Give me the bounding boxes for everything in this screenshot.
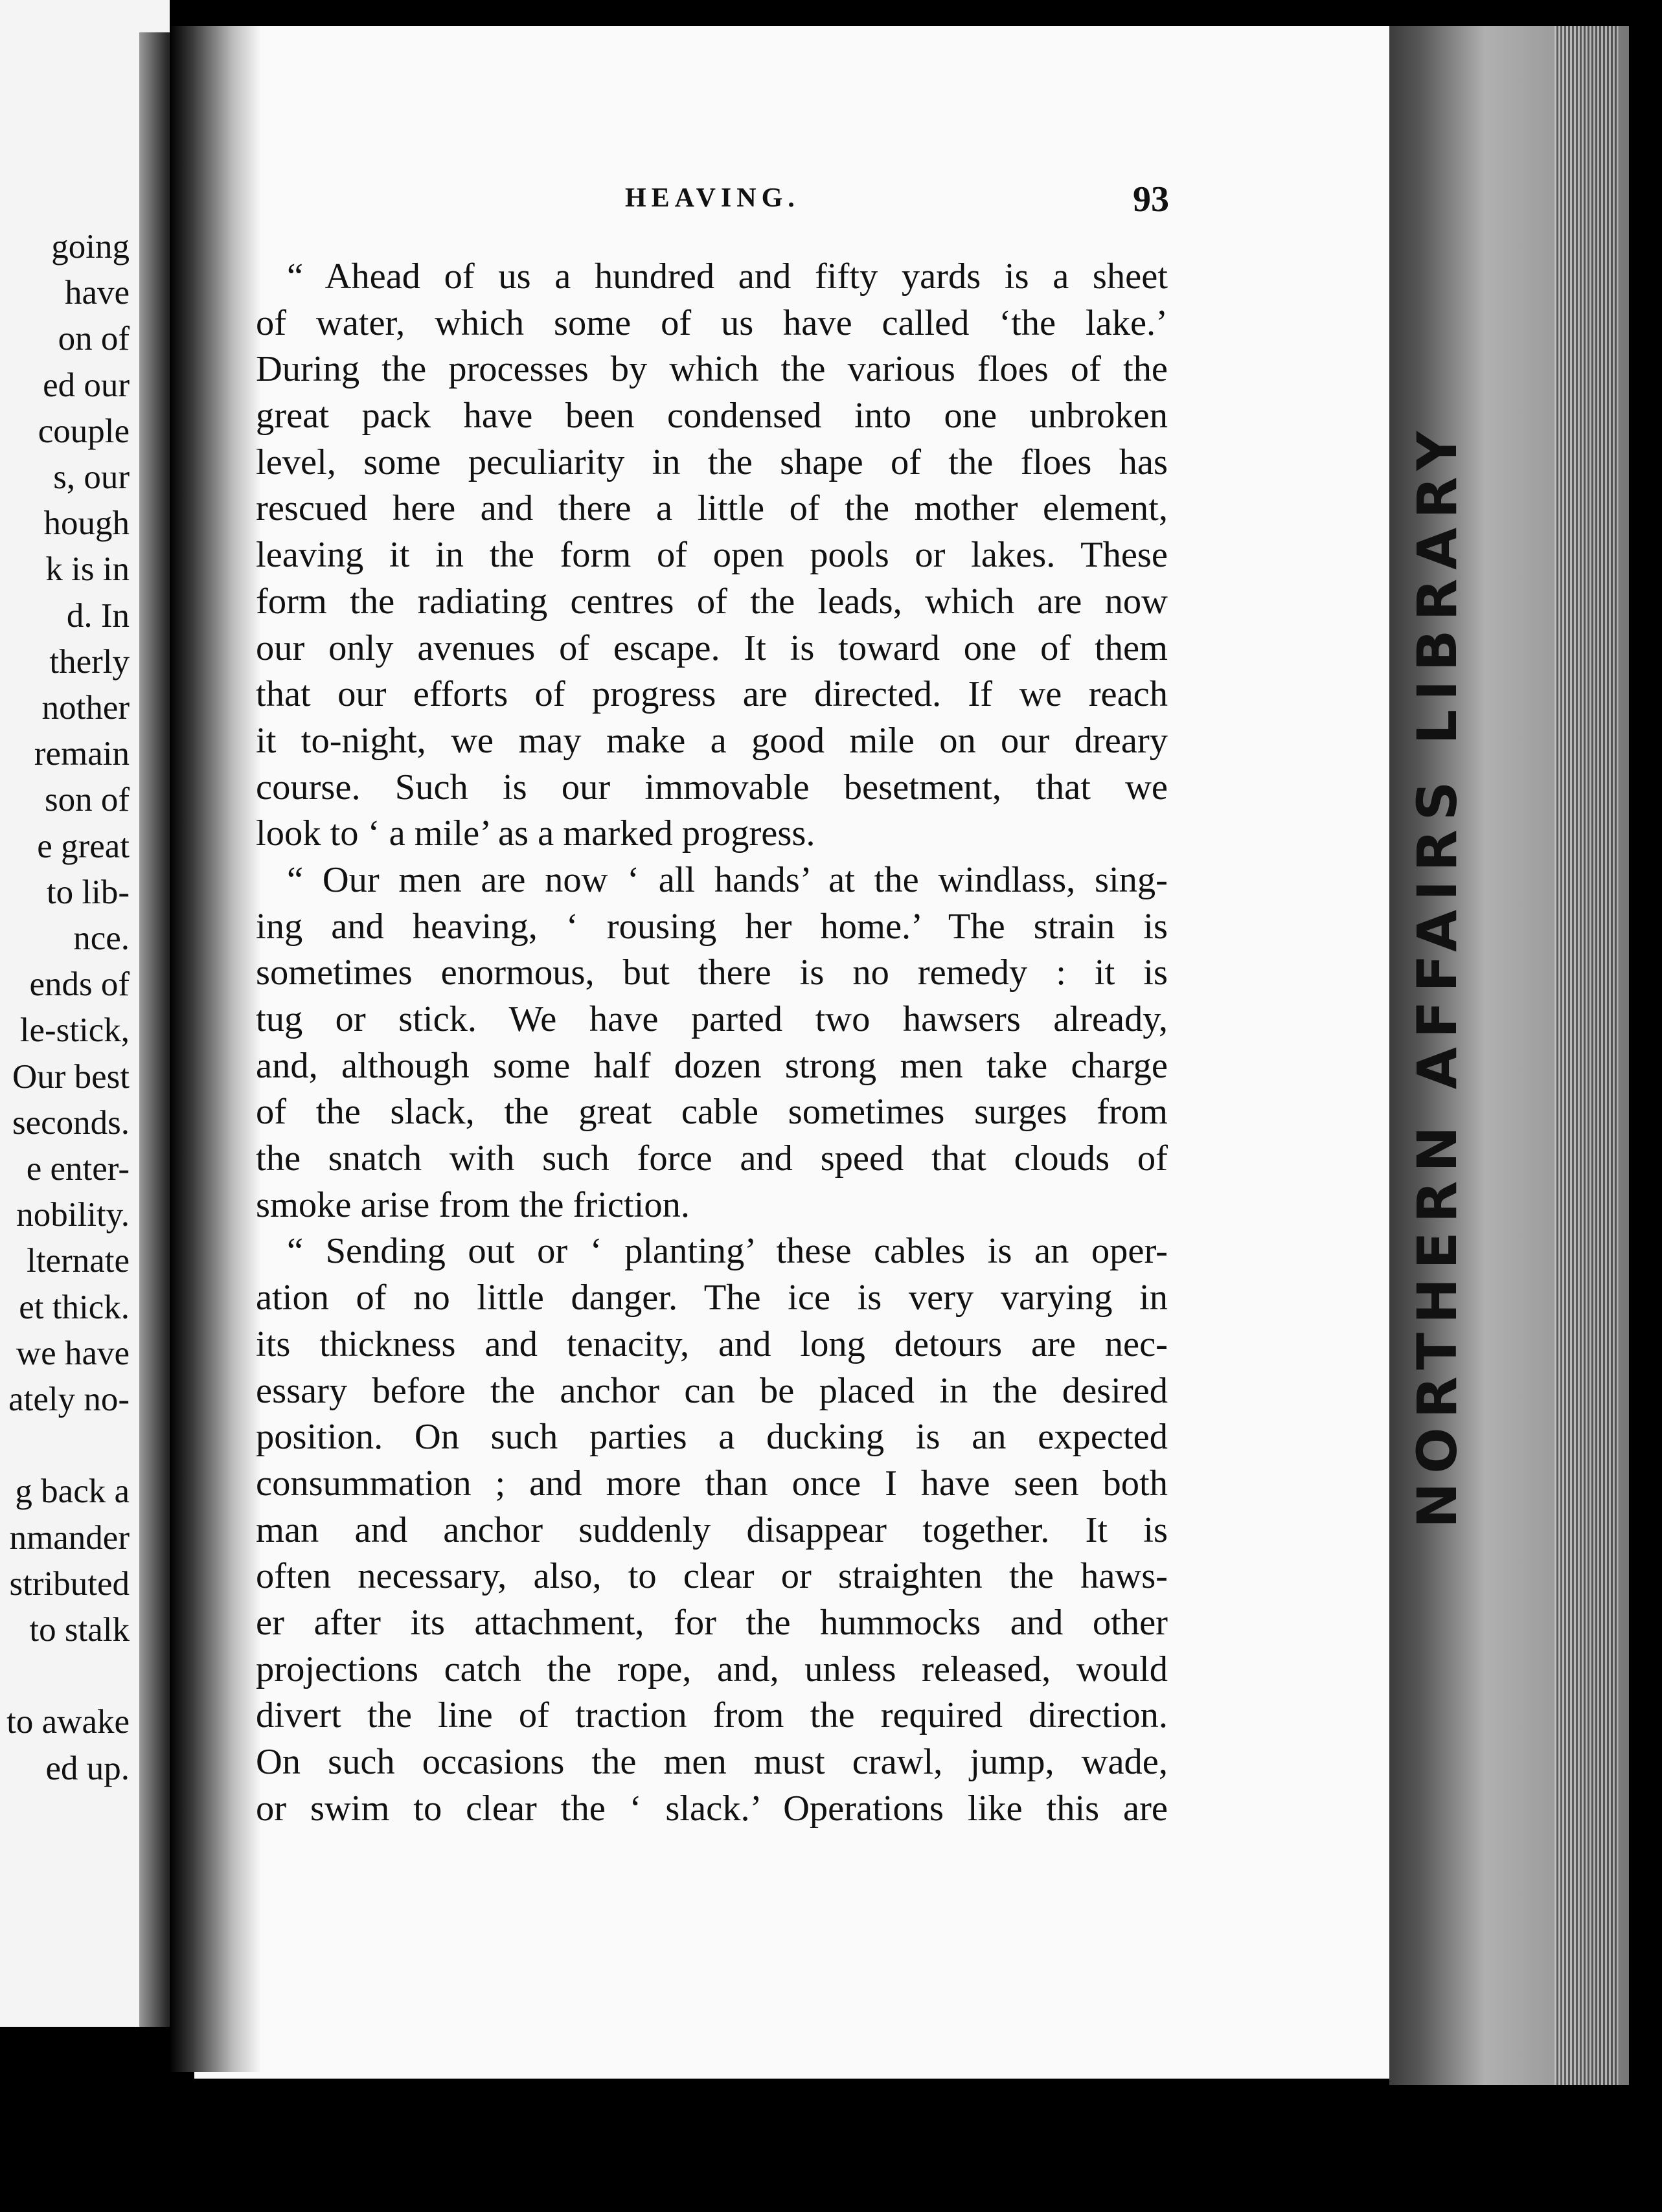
text-line: On such occasions the men must crawl, jump, wade,: [256, 1742, 1168, 1782]
left-page-line: e enter-: [26, 1150, 130, 1188]
text-line: During the processes by which the various floes of the: [256, 349, 1168, 390]
text-line: of the slack, the great cable sometimes surges from: [256, 1092, 1168, 1133]
text-line: smoke arise from the friction.: [256, 1184, 690, 1225]
left-page-line: g back a: [15, 1473, 130, 1511]
text-line: ation of no little danger. The ice is very varying in: [256, 1278, 1168, 1318]
text-line: ing and heaving, ‘ rousing her home.’ The strain is: [256, 906, 1168, 947]
left-page-line: stributed: [9, 1564, 130, 1603]
left-page-line: to awake: [6, 1703, 130, 1741]
left-page-line: couple: [38, 412, 130, 450]
page-edges: [1554, 26, 1619, 2085]
left-page-line: therly: [49, 642, 130, 681]
left-page-line: going: [51, 228, 130, 265]
text-line: our only avenues of escape. It is toward one of them: [256, 627, 1168, 668]
gutter-fade: [170, 26, 260, 2072]
left-page-line: nce.: [73, 920, 130, 957]
page-number: 93: [1133, 179, 1169, 220]
left-page-line: ends of: [29, 965, 130, 1004]
left-page-line: le-stick,: [19, 1011, 130, 1050]
text-line: it to-night, we may make a good mile on our dreary: [256, 720, 1168, 761]
text-line: rescued here and there a little of the mother element,: [256, 488, 1168, 529]
left-page-text: [0, 0, 170, 2027]
text-line: man and anchor suddenly disappear together. It is: [256, 1509, 1168, 1550]
left-page-line: lternate: [27, 1242, 130, 1280]
left-page-line: hough: [43, 504, 130, 543]
left-page-line: ately no-: [8, 1381, 130, 1418]
text-line: and, although some half dozen strong men take charge: [256, 1045, 1168, 1086]
left-page-line: ed our: [43, 366, 130, 404]
text-line: look to ‘ a mile’ as a marked progress.: [256, 813, 815, 854]
text-line: often necessary, also, to clear or straighten the haws-: [256, 1556, 1168, 1597]
text-line: its thickness and tenacity, and long detours are nec-: [256, 1324, 1168, 1364]
text-line: essary before the anchor can be placed in the desired: [256, 1370, 1168, 1411]
text-line: leaving it in the form of open pools or lakes. These: [256, 535, 1168, 576]
left-page-line: nother: [41, 689, 130, 727]
text-line: position. On such parties a ducking is an expected: [256, 1417, 1168, 1458]
left-page-line: e great: [37, 827, 130, 865]
left-page-line: et thick.: [19, 1288, 130, 1326]
text-line: consummation ; and more than once I have seen both: [256, 1463, 1168, 1504]
text-line: “ Our men are now ‘ all hands’ at the windlass, sing-: [287, 859, 1168, 900]
left-page-line: nmander: [9, 1518, 130, 1557]
left-page-line: have: [64, 274, 130, 312]
text-line: projections catch the rope, and, unless released, would: [256, 1649, 1168, 1689]
running-head: [256, 179, 1169, 228]
text-line: tug or stick. We have parted two hawsers already,: [256, 999, 1168, 1039]
left-page-line: son of: [44, 781, 130, 819]
left-page-line: ed up.: [45, 1749, 130, 1787]
left-page-line: s, our: [53, 458, 130, 496]
text-line: course. Such is our immovable besetment, that we: [256, 767, 1168, 807]
text-line: er after its attachment, for the hummocks and other: [256, 1602, 1168, 1643]
running-head-title: HEAVING.: [625, 183, 800, 213]
text-line: divert the line of traction from the required direction.: [256, 1695, 1168, 1736]
text-line: level, some peculiarity in the shape of the floes has: [256, 442, 1168, 482]
left-page-line: on of: [58, 320, 130, 358]
left-page-line: Our best: [12, 1057, 130, 1096]
text-line: form the radiating centres of the leads, which are now: [256, 581, 1168, 622]
left-page-line: to lib-: [46, 873, 130, 911]
library-stamp-text: NORTHERN AFFAIRS LIBRARY: [1406, 422, 1469, 1528]
left-page-line: seconds.: [12, 1103, 130, 1142]
text-line: or swim to clear the ‘ slack.’ Operations like this are: [256, 1788, 1168, 1829]
text-line: the snatch with such force and speed that clouds of: [256, 1138, 1168, 1179]
left-page-line: remain: [34, 735, 130, 773]
left-page-line: k is in: [45, 550, 130, 589]
text-line: sometimes enormous, but there is no remedy : it is: [256, 953, 1168, 993]
text-line: “ Ahead of us a hundred and fifty yards is a sheet: [287, 256, 1168, 297]
left-page-line: d. In: [66, 596, 130, 635]
text-line: that our efforts of progress are directed. If we reach: [256, 674, 1168, 715]
text-line: of water, which some of us have called ‘the lake.’: [256, 302, 1168, 343]
text-line: great pack have been condensed into one unbroken: [256, 396, 1168, 436]
body-text: [256, 254, 1168, 1832]
left-page-line: we have: [16, 1334, 130, 1372]
text-line: “ Sending out or ‘ planting’ these cables is an oper-: [287, 1231, 1168, 1272]
left-page-line: to stalk: [29, 1611, 130, 1649]
left-page-line: nobility.: [16, 1196, 130, 1234]
